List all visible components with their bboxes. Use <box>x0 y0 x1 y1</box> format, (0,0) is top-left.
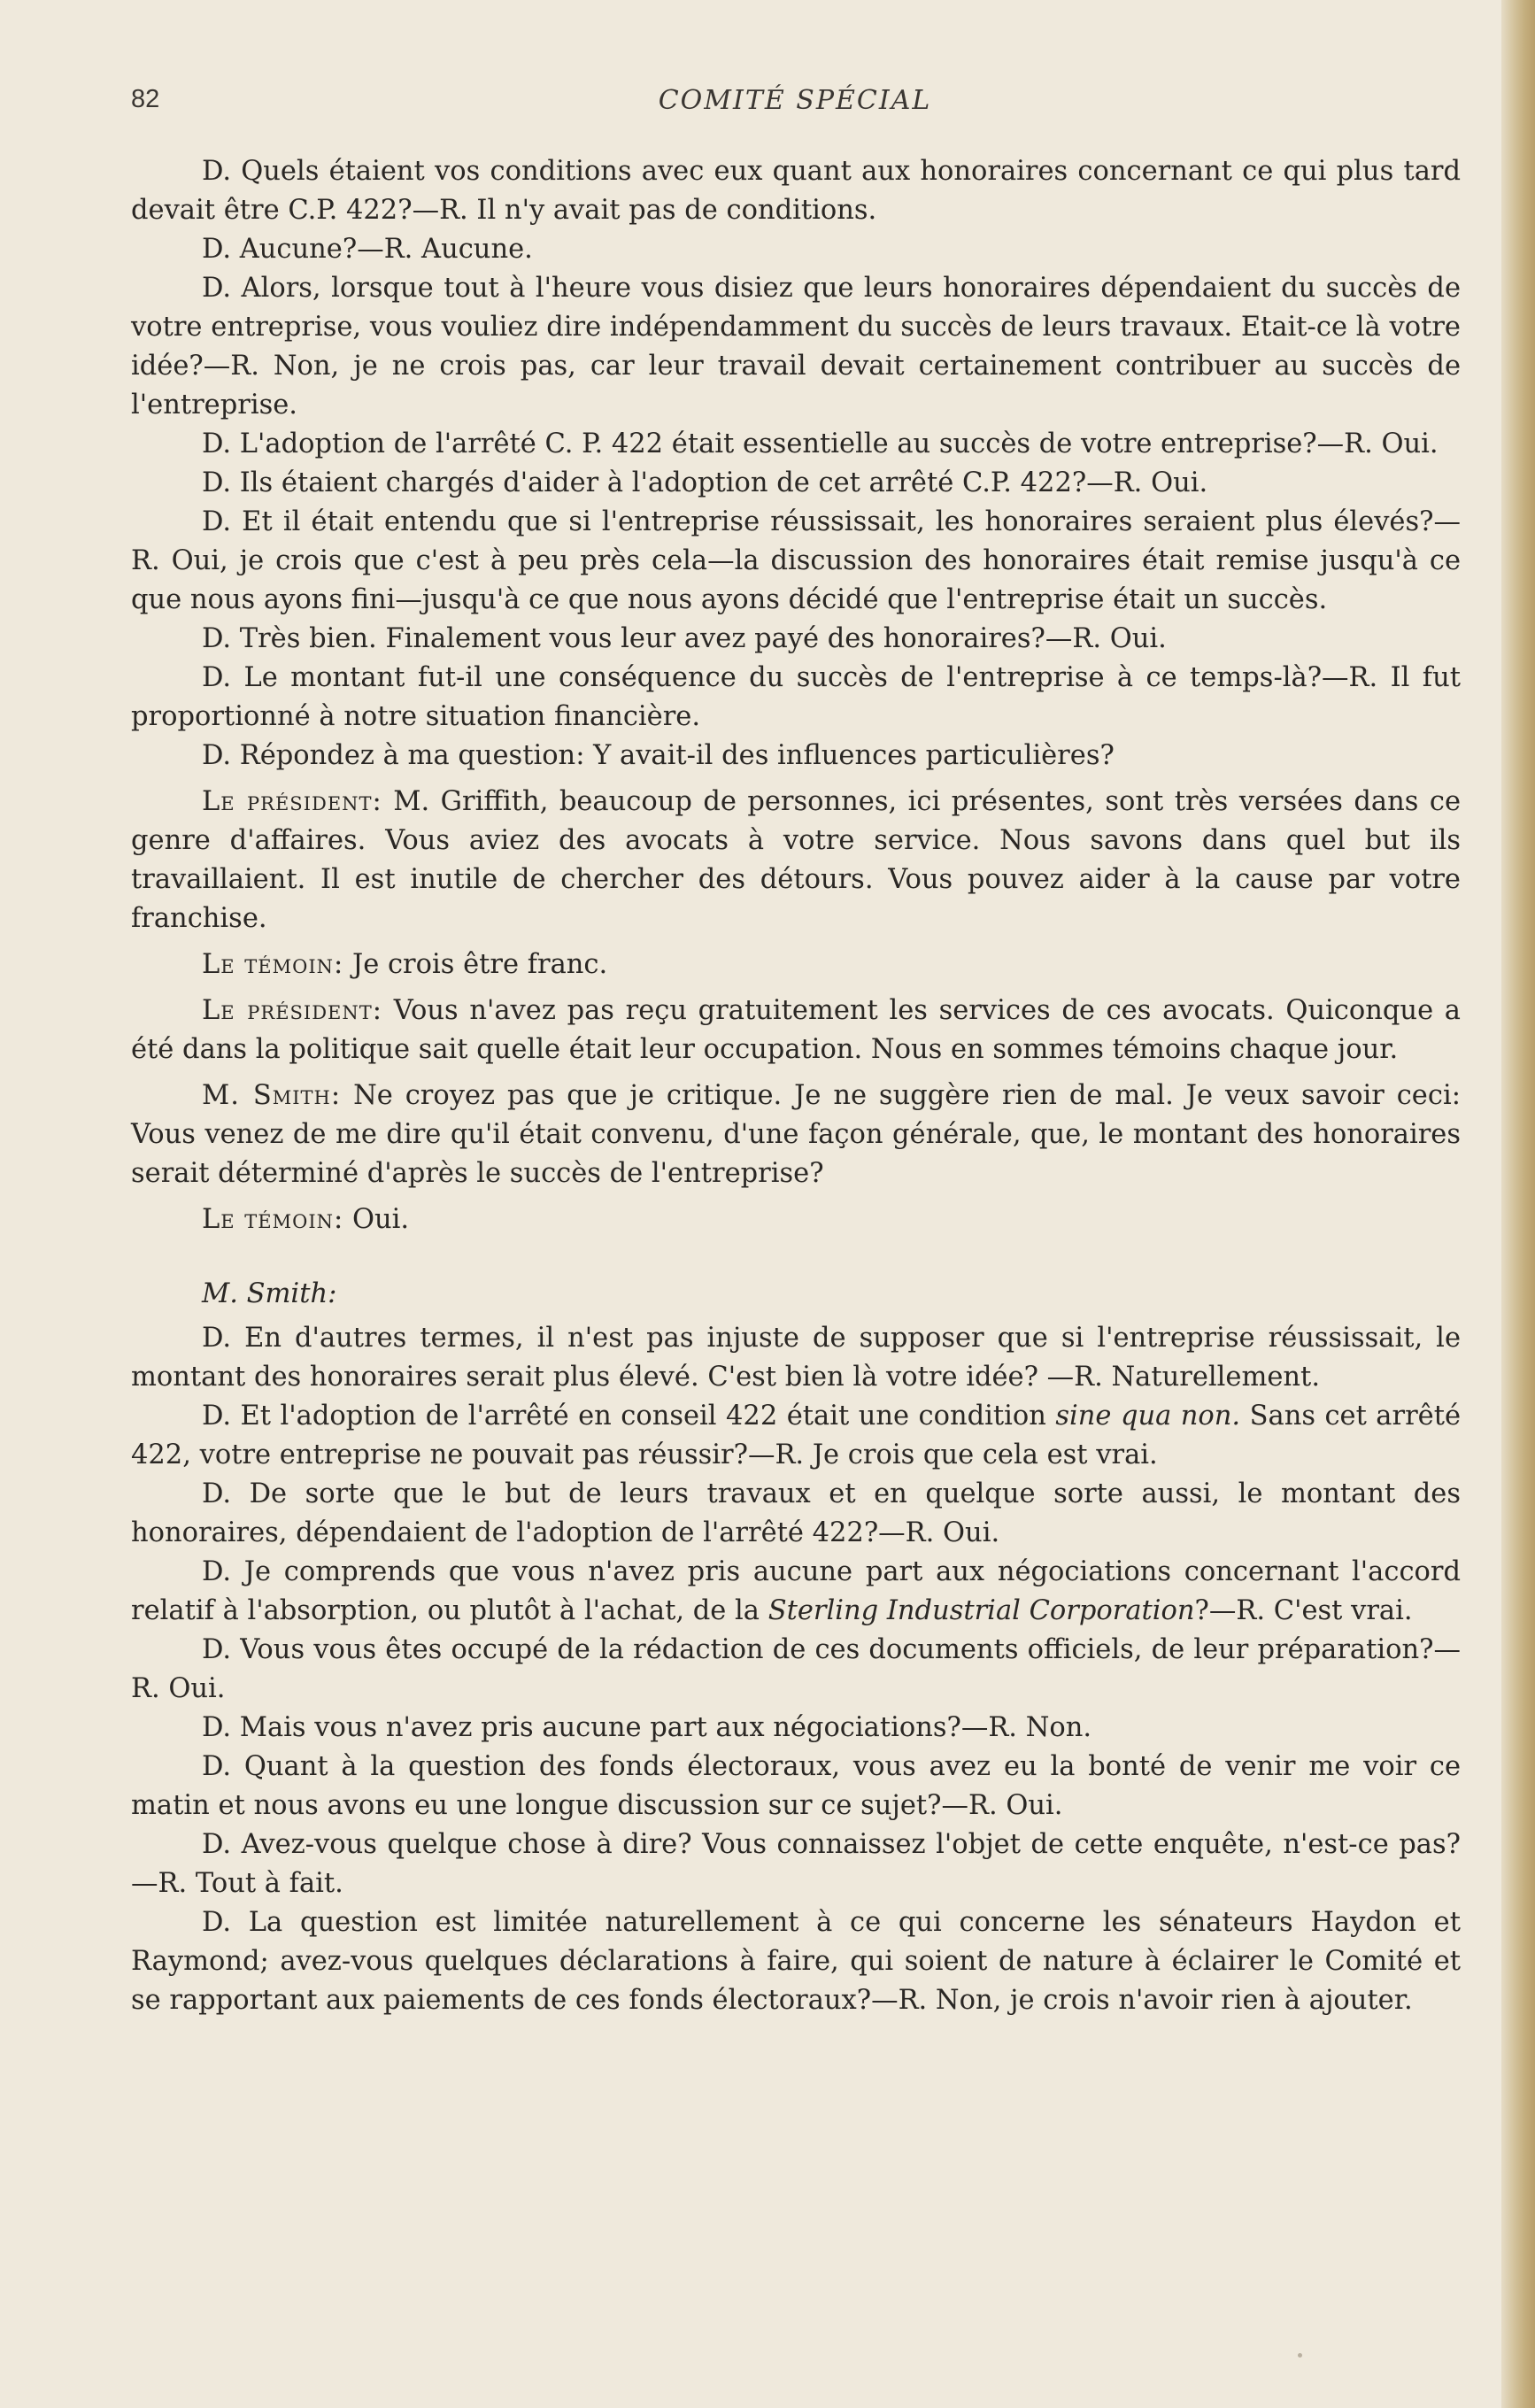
paragraph: D. Alors, lorsque tout à l'heure vous disiez que leurs honoraires dépendaient du succès de votre entreprise, vous vouliez dire indépendamment du succès de leurs travaux. Etait-ce là votre idée?—R. Non, je ne crois pas, car leur travail devait certainement contribuer au succès de l'entreprise. <box>131 273 1461 421</box>
paragraph: D. L'adoption de l'arrêté C. P. 422 était essentielle au succès de votre entreprise?—R. Oui. <box>202 428 1439 459</box>
speaker-label: M. Smith: <box>202 1080 342 1111</box>
paragraph: D. Très bien. Finalement vous leur avez payé des honoraires?—R. Oui. <box>202 623 1167 654</box>
speech-text: Oui. <box>351 1204 410 1235</box>
company-name: Sterling Industrial Corporation <box>768 1595 1195 1626</box>
paragraph: D. Le montant fut-il une conséquence du succès de l'entreprise à ce temps-là?—R. Il fut proportionné à notre situation financière. <box>131 662 1461 732</box>
speech-text: Je crois être franc. <box>351 949 608 980</box>
latin-phrase: sine qua non. <box>1055 1401 1241 1432</box>
paragraph: D. Quant à la question des fonds électoraux, vous avez eu la bonté de venir me voir ce matin et nous avons eu une longue discussion sur ce sujet?—R. Oui. <box>131 1751 1461 1821</box>
speaker-paragraph <box>131 1200 1461 1239</box>
paragraph: D. Répondez à ma question: Y avait-il des influences particulières? <box>202 740 1115 771</box>
paragraph <box>131 1397 1461 1475</box>
speaker-label: Le témoin: <box>202 1204 344 1235</box>
body-text <box>131 152 1461 2020</box>
paragraph: D. En d'autres termes, il n'est pas injuste de supposer que si l'entreprise réussissait, le montant des honoraires serait plus élevé. C'est bien là votre idée? —R. Naturellement. <box>131 1323 1461 1393</box>
paragraph: D. Vous vous êtes occupé de la rédaction de ces documents officiels, de leur préparation?—R. Oui. <box>131 1634 1461 1704</box>
speaker-paragraph <box>131 1077 1461 1193</box>
paragraph: D. Ils étaient chargés d'aider à l'adoption de cet arrêté C.P. 422?—R. Oui. <box>202 467 1208 498</box>
text-run: Sans cet arrêté 422, votre entreprise ne pouvait pas réussir?—R. Je crois que cela est vrai. <box>131 1401 1462 1470</box>
paragraph: D. Avez-vous quelque chose à dire? Vous connaissez l'objet de cette enquête, n'est-ce pas?—R. Tout à fait. <box>131 1829 1461 1899</box>
text-run: ?—R. C'est vrai. <box>1194 1595 1413 1626</box>
text-run: D. Et l'adoption de l'arrêté en conseil 422 était une condition <box>202 1401 1046 1432</box>
speaker-paragraph <box>131 783 1461 938</box>
paragraph: D. Aucune?—R. Aucune. <box>202 234 533 265</box>
text-run: D. Je comprends que vous n'avez pris aucune part aux négociations concernant l'accord relatif à l'absorption, ou plutôt à l'achat, de la <box>131 1556 1461 1626</box>
speaker-paragraph <box>131 992 1461 1069</box>
paper-speck <box>1298 2353 1302 2358</box>
paragraph: D. Quels étaient vos conditions avec eux quant aux honoraires concernant ce qui plus tard devait être C.P. 422?—R. Il n'y avait pas de conditions. <box>131 156 1461 226</box>
paragraph: D. Mais vous n'avez pris aucune part aux négociations?—R. Non. <box>202 1712 1092 1743</box>
speech-text: Ne croyez pas que je critique. Je ne suggère rien de mal. Je veux savoir ceci: Vous venez de me dire qu'il était convenu, d'une façon générale, que, le montant des honoraires serait déterminé d'après le succès de l'entreprise? <box>131 1080 1461 1189</box>
speaker-label: Le témoin: <box>202 949 344 980</box>
speech-text: M. Griffith, beaucoup de personnes, ici présentes, sont très versées dans ce genre d'affaires. Vous aviez des avocats à votre service. Nous savons dans quel but ils travaillaient. Il est inutile de chercher des détours. Vous pouvez aider à la cause par votre franchise. <box>131 786 1462 934</box>
section-heading: M. Smith: <box>202 1278 337 1309</box>
running-head: COMITÉ SPÉCIAL <box>658 85 932 116</box>
paragraph: D. Et il était entendu que si l'entreprise réussissait, les honoraires seraient plus élevés?—R. Oui, je crois que c'est à peu près cela—la discussion des honoraires était remise jusqu'à ce que nous ayons fini—jusqu'à ce que nous ayons décidé que l'entreprise était un succès. <box>131 506 1461 615</box>
speaker-label: Le président: <box>202 995 383 1026</box>
book-spine-edge <box>1501 0 1535 2408</box>
paragraph: D. La question est limitée naturellement à ce qui concerne les sénateurs Haydon et Raymond; avez-vous quelques déclarations à faire, qui soient de nature à éclairer le Comité et se rapportant aux paiements de ces fonds électoraux?—R. Non, je crois n'avoir rien à ajouter. <box>131 1907 1461 2016</box>
speaker-paragraph <box>131 945 1461 984</box>
page-header <box>131 85 1459 124</box>
paragraph: D. De sorte que le but de leurs travaux et en quelque sorte aussi, le montant des honoraires, dépendaient de l'adoption de l'arrêté 422?—R. Oui. <box>131 1478 1461 1548</box>
speech-text: Vous n'avez pas reçu gratuitement les services de ces avocats. Quiconque a été dans la politique sait quelle était leur occupation. Nous en sommes témoins chaque jour. <box>131 995 1461 1065</box>
page-number: 82 <box>131 85 160 113</box>
paragraph <box>131 1553 1461 1631</box>
speaker-label: Le président: <box>202 786 382 817</box>
